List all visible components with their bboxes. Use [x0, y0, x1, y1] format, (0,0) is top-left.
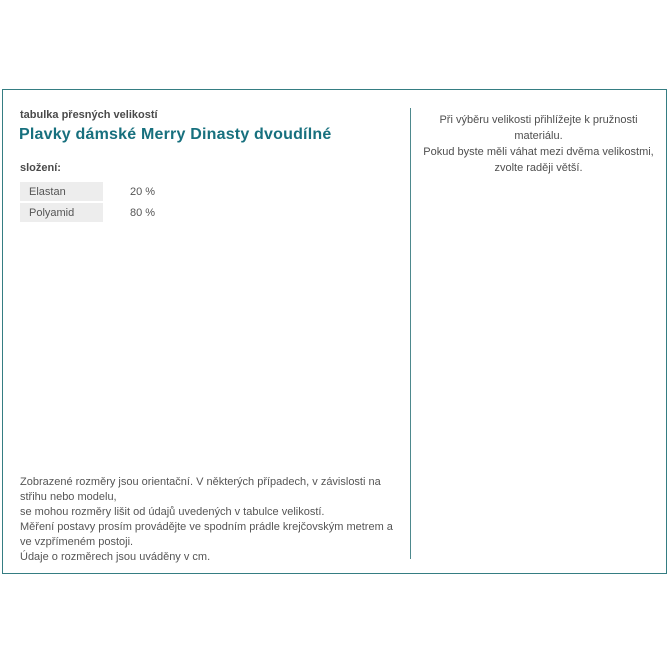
- disclaimer-line: se mohou rozměry lišit od údajů uvedených v tabulce velikostí.: [20, 506, 325, 518]
- note-line: zvolte raději větší.: [494, 162, 583, 174]
- disclaimer-line: Měření postavy prosím provádějte ve spodním prádle krejčovským metrem a ve vzpřímeném postoji.: [20, 521, 393, 548]
- measurement-disclaimer: [20, 475, 400, 565]
- disclaimer-line: Zobrazené rozměry jsou orientační. V některých případech, v závislosti na střihu nebo modelu,: [20, 476, 381, 503]
- composition-row: [20, 182, 350, 201]
- disclaimer-line: Údaje o rozměrech jsou uváděny v cm.: [20, 551, 211, 563]
- size-table-panel: [2, 89, 667, 574]
- value-cell: 80 %: [103, 203, 155, 222]
- material-cell: Polyamid: [20, 203, 103, 222]
- elasticity-note: [411, 112, 666, 176]
- value-cell: 20 %: [103, 182, 155, 201]
- composition-label: složení:: [20, 162, 61, 174]
- left-column: [3, 90, 410, 573]
- size-table-header-label: tabulka přesných velikostí: [20, 109, 158, 121]
- composition-row: [20, 203, 350, 222]
- material-cell: Elastan: [20, 182, 103, 201]
- note-line: Při výběru velikosti přihlížejte k pružnosti materiálu.: [439, 114, 638, 142]
- note-line: Pokud byste měli váhat mezi dvěma velikostmi,: [423, 146, 654, 158]
- composition-table: [20, 182, 350, 224]
- product-title: Plavky dámské Merry Dinasty dvoudílné: [19, 126, 332, 143]
